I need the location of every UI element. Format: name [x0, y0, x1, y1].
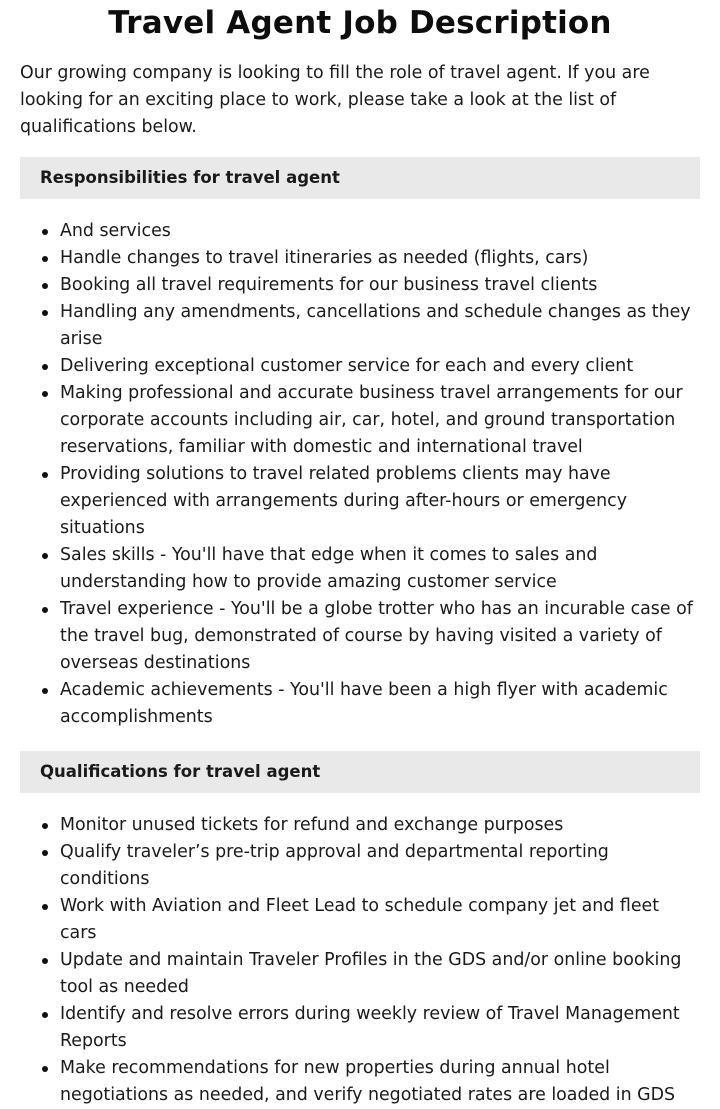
- page-title: Travel Agent Job Description: [108, 5, 612, 41]
- qualification-item: Work with Aviation and Fleet Lead to schedule company jet and fleet cars: [20, 893, 700, 947]
- responsibility-item: Academic achievements - You'll have been a high flyer with academic accomplishments: [20, 677, 700, 731]
- qualification-item: Make recommendations for new properties during annual hotel negotiations as needed, and verify negotiated rates are loaded in GDS: [20, 1055, 700, 1109]
- responsibility-item: Delivering exceptional customer service for each and every client: [20, 353, 700, 380]
- responsibility-item: Travel experience - You'll be a globe trotter who has an incurable case of the travel bug, demonstrated of course by having visited a variety of overseas destinations: [20, 596, 700, 677]
- responsibility-item: Providing solutions to travel related problems clients may have experienced with arrangements during after-hours or emergency situations: [20, 461, 700, 542]
- responsibility-item: And services: [20, 218, 700, 245]
- responsibilities-list: [20, 218, 700, 731]
- qualifications-list: [20, 812, 700, 1109]
- qualification-item: Monitor unused tickets for refund and exchange purposes: [20, 812, 700, 839]
- qualification-item: Qualify traveler’s pre-trip approval and departmental reporting conditions: [20, 839, 700, 893]
- responsibilities-heading: Responsibilities for travel agent: [20, 157, 700, 199]
- responsibility-item: Making professional and accurate business travel arrangements for our corporate accounts including air, car, hotel, and ground transportation reservations, familiar with domestic and international travel: [20, 380, 700, 461]
- qualifications-heading: Qualifications for travel agent: [20, 751, 700, 793]
- responsibility-item: Handling any amendments, cancellations and schedule changes as they arise: [20, 299, 700, 353]
- responsibility-item: Handle changes to travel itineraries as needed (flights, cars): [20, 245, 700, 272]
- qualification-item: Update and maintain Traveler Profiles in the GDS and/or online booking tool as needed: [20, 947, 700, 1001]
- intro-paragraph: Our growing company is looking to fill the role of travel agent. If you are looking for an exciting place to work, please take a look at the list of qualifications below.: [20, 63, 650, 137]
- responsibility-item: Booking all travel requirements for our business travel clients: [20, 272, 700, 299]
- qualification-item: Identify and resolve errors during weekly review of Travel Management Reports: [20, 1001, 700, 1055]
- responsibility-item: Sales skills - You'll have that edge when it comes to sales and understanding how to provide amazing customer service: [20, 542, 700, 596]
